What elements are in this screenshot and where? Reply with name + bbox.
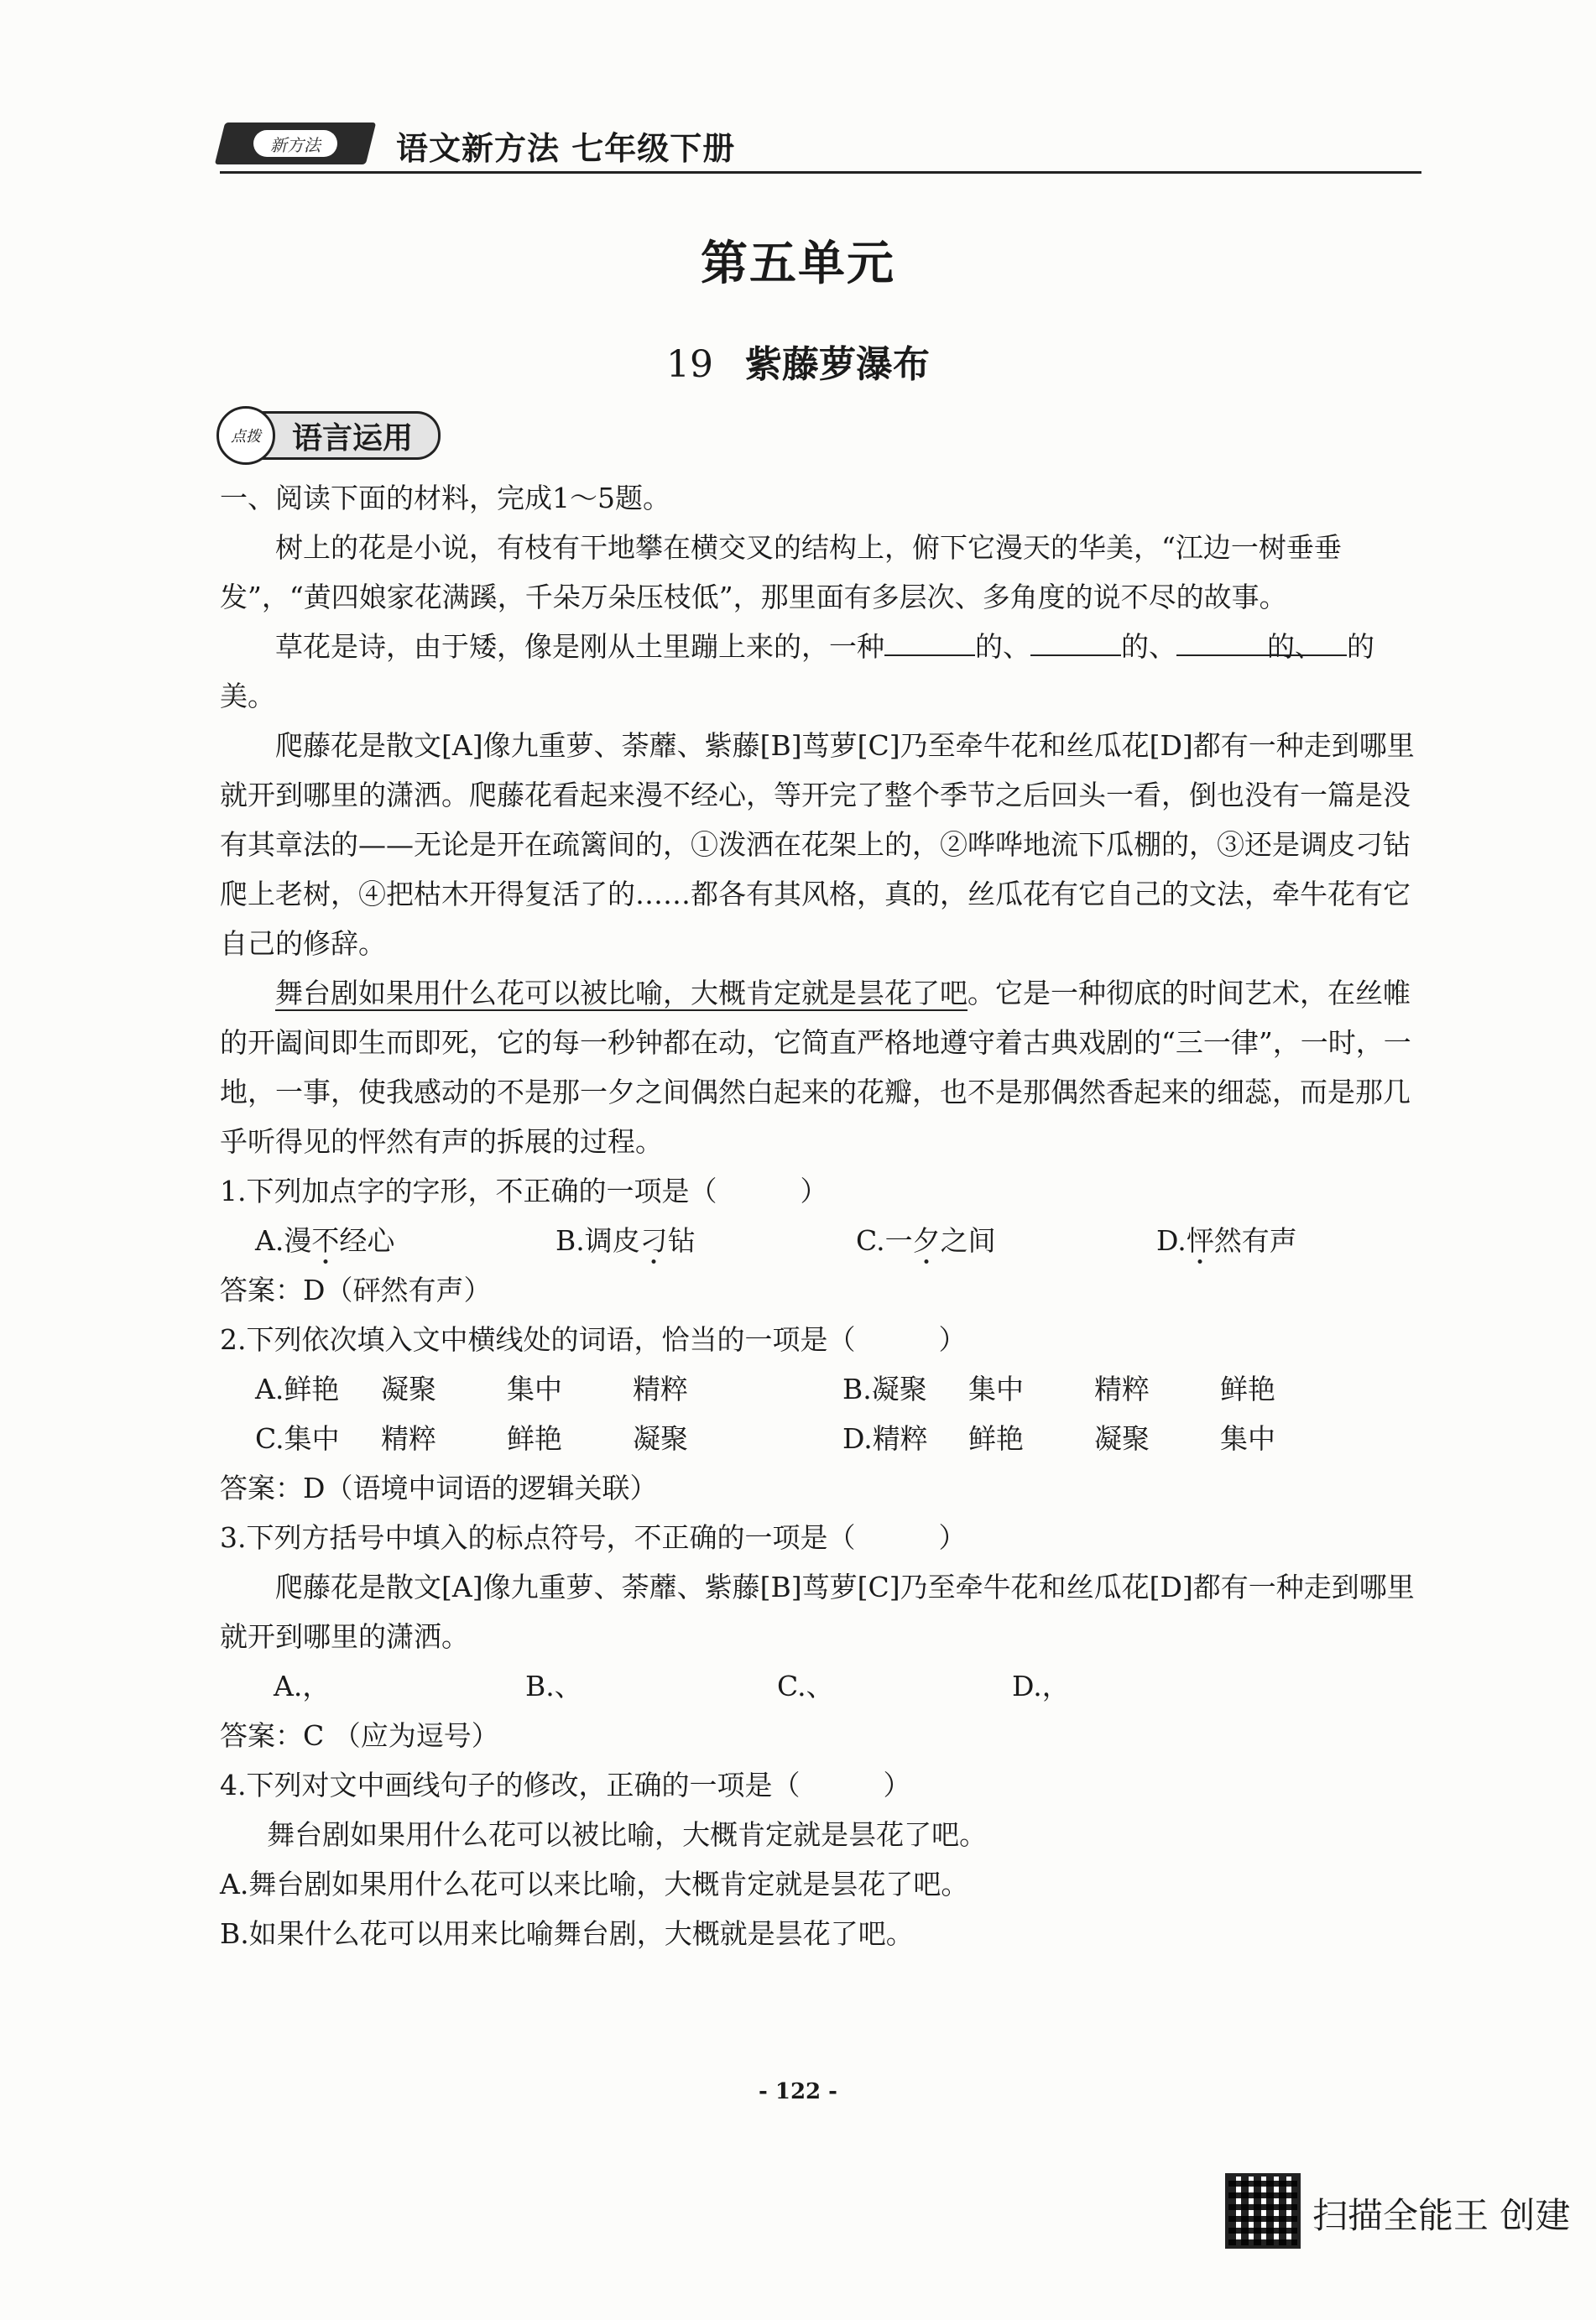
fill-blank-1 — [884, 654, 975, 656]
book-title: 语文新方法 七年级下册 — [396, 129, 736, 167]
section-label: 语言运用 — [292, 420, 414, 456]
lesson-title — [0, 334, 1596, 388]
passage-paragraph-4: 舞台剧如果用什么花可以被比喻，大概肯定就是昙花了吧。它是一种彻底的时间艺术，在丝帷的开阖间即生而即死，它的每一秒钟都在动，它简直严格地遵守着古典戏剧的“三一律”，一时，一地，一事，使我感动的不是那一夕之间偶然白起来的花瓣，也不是那偶然香起来的细蕊，而是那几乎听得见的怦然有声的拆展的过程。 — [220, 977, 1411, 1158]
scanner-watermark — [1225, 2173, 1578, 2254]
underlined-sentence: 舞台剧如果用什么花可以被比喻，大概肯定就是昙花了吧 — [275, 977, 968, 1009]
q1-option-a: A.漫不经心 — [255, 1224, 395, 1257]
badge-icon: 点拨 — [216, 406, 275, 465]
page-number: - 122 - — [759, 2079, 837, 2104]
passage-paragraph-1: 树上的花是小说，有枝有干地攀在横交叉的结构上，俯下它漫天的华美，“江边一树垂垂发”，“黄四娘家花满蹊，千朵万朵压枝低”，那里面有多层次、多角度的说不尽的故事。 — [220, 531, 1342, 613]
question-3-answer: 答案：C （应为逗号） — [220, 1719, 499, 1752]
fill-blank-3 — [1176, 654, 1267, 656]
question-3-options: A.， B.、 C.、 D.， — [274, 1670, 1070, 1702]
unit-title: 第五单元 — [701, 236, 895, 291]
main-content — [220, 473, 1421, 1958]
qr-code-icon — [1225, 2173, 1301, 2249]
q1-option-d: D.怦然有声 — [1156, 1224, 1297, 1257]
question-1-answer: 答案：D（砰然有声） — [220, 1274, 492, 1306]
intro-line: 一、阅读下面的材料，完成1～5题。 — [220, 482, 670, 514]
scanner-watermark-text: 扫描全能王 创建 — [1312, 2195, 1571, 2236]
lesson-number: 19 — [666, 343, 713, 386]
page-header — [220, 117, 1421, 175]
question-1-options — [255, 1216, 1421, 1265]
question-4-option-a: A.舞台剧如果用什么花可以来比喻，大概肯定就是昙花了吧。 — [220, 1868, 969, 1900]
question-2-answer: 答案：D（语境中词语的逻辑关联） — [220, 1472, 658, 1504]
question-4-stem: 4.下列对文中画线句子的修改，正确的一项是（ ） — [220, 1769, 911, 1801]
q1-option-b: B.调皮刁钻 — [555, 1224, 696, 1257]
header-rule — [220, 171, 1421, 174]
question-4-quote: 舞台剧如果用什么花可以被比喻，大概肯定就是昙花了吧。 — [267, 1818, 988, 1851]
question-3-stem: 3.下列方括号中填入的标点符号，不正确的一项是（ ） — [220, 1521, 967, 1554]
question-4-option-b: B.如果什么花可以用来比喻舞台剧，大概就是昙花了吧。 — [220, 1917, 914, 1950]
lesson-name: 紫藤萝瀑布 — [745, 343, 930, 386]
question-2-options-row-2: C.集中 精粹 鲜艳 凝聚 D.精粹 鲜艳 凝聚 集中 — [255, 1422, 1275, 1455]
question-1-stem: 1.下列加点字的字形，不正确的一项是（ ） — [220, 1175, 828, 1207]
fill-blank-2 — [1030, 654, 1121, 656]
section-badge — [216, 406, 451, 460]
fill-blank-4 — [1267, 654, 1347, 656]
series-logo: 新方法 — [215, 123, 376, 164]
question-3-quote: 爬藤花是散文[A]像九重萝、荼蘼、紫藤[B]茑萝[C]乃至牵牛花和丝瓜花[D]都有一种走到哪里就开到哪里的潇洒。 — [220, 1571, 1415, 1653]
question-2-options-row-1: A.鲜艳 凝聚 集中 精粹 B.凝聚 集中 精粹 鲜艳 — [255, 1373, 1275, 1405]
question-2-stem: 2.下列依次填入文中横线处的词语，恰当的一项是（ ） — [220, 1323, 967, 1356]
q1-option-c: C.一夕之间 — [856, 1224, 996, 1257]
passage-paragraph-3: 爬藤花是散文[A]像九重萝、荼蘼、紫藤[B]茑萝[C]乃至牵牛花和丝瓜花[D]都有一种走到哪里就开到哪里的潇洒。爬藤花看起来漫不经心，等开完了整个季节之后回头一看，倒也没有一篇是没有其章法的——无论是开在疏篱间的，①泼洒在花架上的，②哗哗地流下瓜棚的，③还是调皮刁钻爬上老树，④把枯木开得复活了的……都各有其风格，真的，丝瓜花有它自己的文法，牵牛花有它自己的修辞。 — [220, 729, 1415, 960]
passage-paragraph-2: 草花是诗，由于矮，像是刚从土里蹦上来的，一种 的、 的、 的、 的美。 — [220, 630, 1374, 712]
